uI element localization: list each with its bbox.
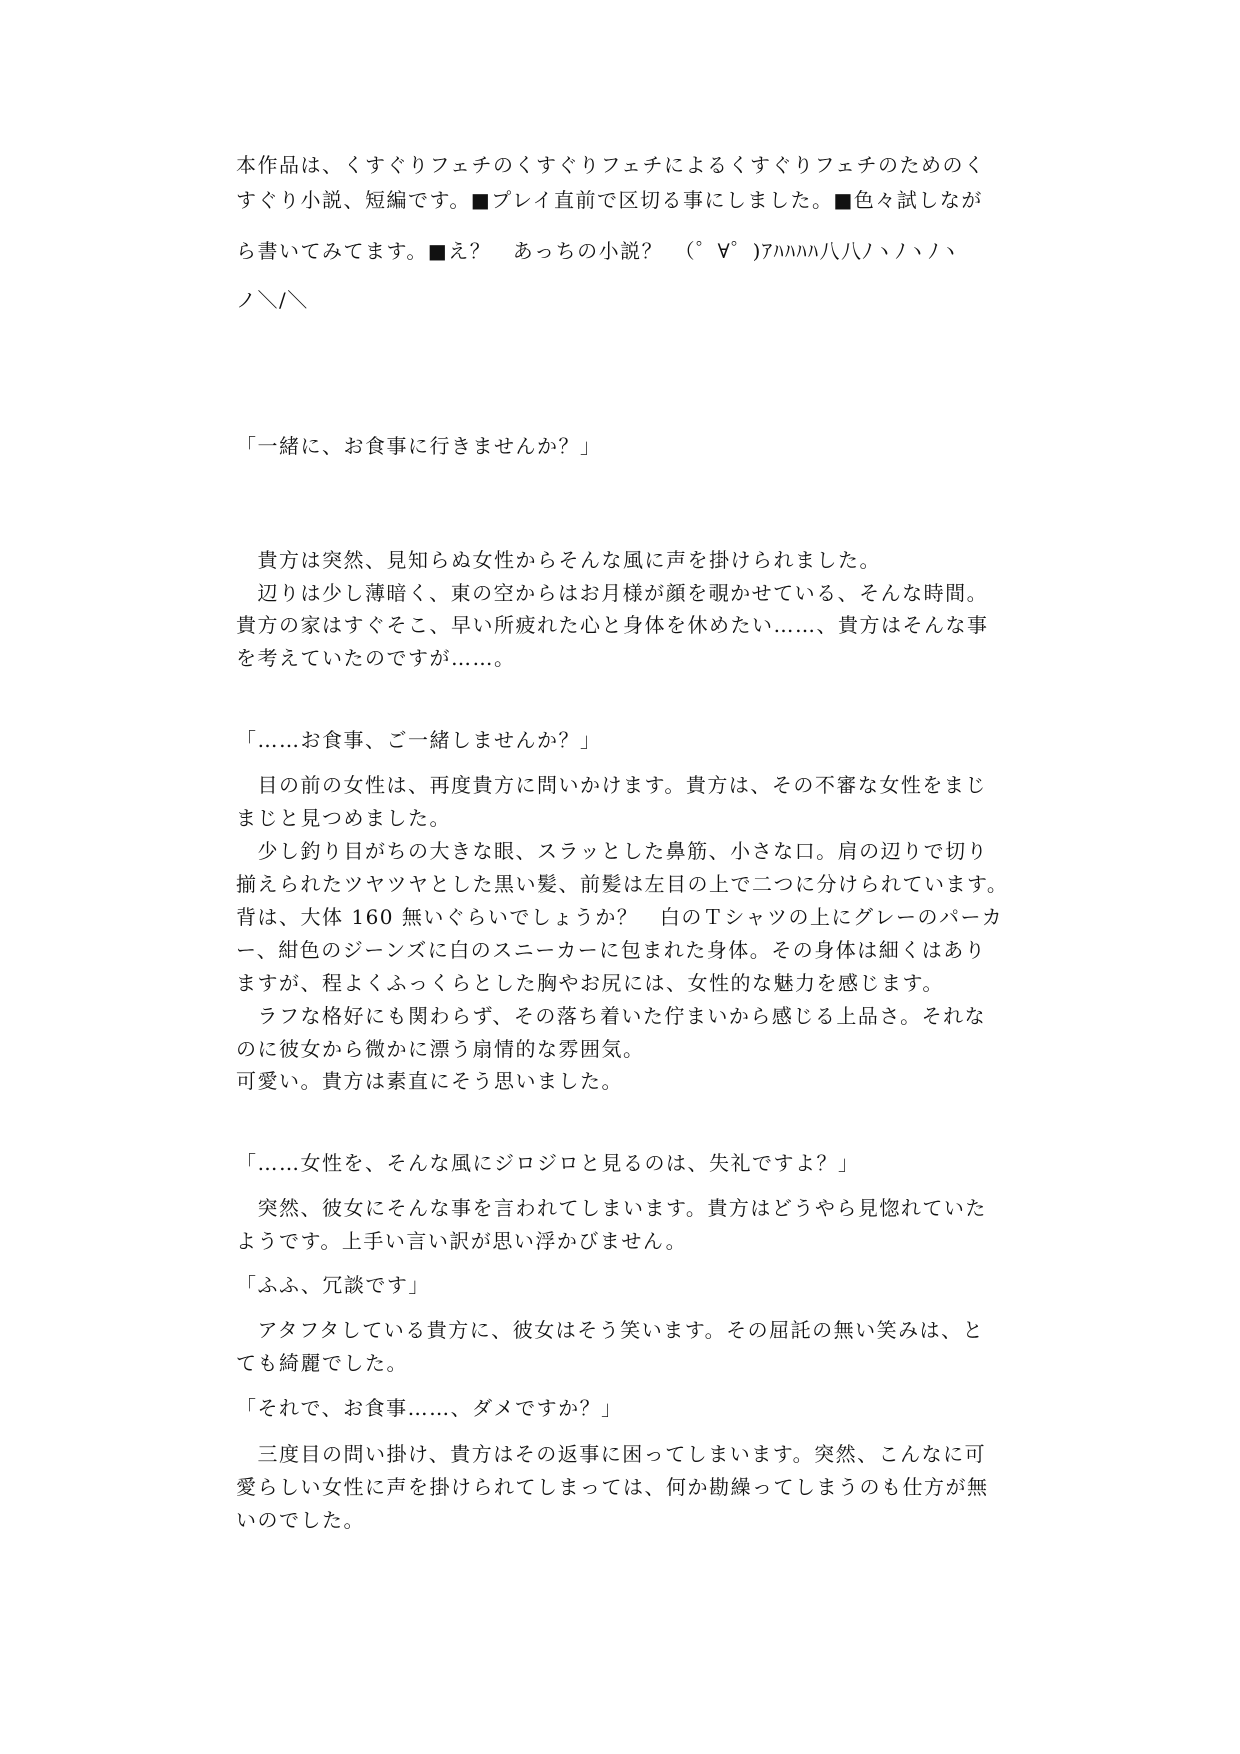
dialogue-line: 「ふふ、冗談です」 [236,1273,430,1297]
text-line: のに彼女から微かに漂う扇情的な雰囲気。 [236,1037,645,1061]
text-line: 背は、大体 160 無いぐらいでしょうか？ 白のＴシャツの上にグレーのパーカ [236,905,1004,929]
text-line: ても綺麗でした。 [236,1351,408,1375]
text-line: 愛らしい女性に声を掛けられてしまっては、何か勘繰ってしまうのも仕方が無 [236,1475,989,1499]
text-line: ら書いてみてます。■え？ あっちの小説？ （゜∀゜)ｱﾊﾊﾊﾊ八八ﾉヽﾉヽﾉヽ [236,239,962,263]
text-line: を考えていたのですが……。 [236,646,516,670]
text-line: ノ＼/＼ [236,288,309,312]
text-line: 突然、彼女にそんな事を言われてしまいます。貴方はどうやら見惚れていた [236,1196,987,1220]
text-line: 貴方の家はすぐそこ、早い所疲れた心と身体を休めたい……、貴方はそんな事 [236,613,989,637]
dialogue-line: 「……お食事、ご一緒しませんか？」 [236,728,602,752]
text-line: 貴方は突然、見知らぬ女性からそんな風に声を掛けられました。 [236,548,881,572]
text-line: アタフタしている貴方に、彼女はそう笑います。その屈託の無い笑みは、と [236,1318,985,1342]
text-line: まじと見つめました。 [236,806,451,830]
text-line: いのでした。 [236,1508,365,1532]
text-line: 三度目の問い掛け、貴方はその返事に困ってしまいます。突然、こんなに可 [236,1442,987,1466]
text-line: ますが、程よくふっくらとした胸やお尻には、女性的な魅力を感じます。 [236,971,944,995]
text-line: 本作品は、くすぐりフェチのくすぐりフェチによるくすぐりフェチのためのく [236,153,986,177]
text-line: ラフな格好にも関わらず、その落ち着いた佇まいから感じる上品さ。それな [236,1004,987,1028]
text-line: ー、紺色のジーンズに白のスニーカーに包まれた身体。その身体は細くはあり [236,938,987,962]
dialogue-line: 「一緒に、お食事に行きませんか？」 [236,434,602,458]
text-line: 可愛い。貴方は素直にそう思いました。 [236,1069,623,1093]
dialogue-line: 「それで、お食事……、ダメですか？」 [236,1396,623,1420]
text-line: 少し釣り目がちの大きな眼、スラッとした鼻筋、小さな口。肩の辺りで切り [236,839,989,863]
text-line: 目の前の女性は、再度貴方に問いかけます。貴方は、その不審な女性をまじ [236,773,987,797]
text-line: 揃えられたツヤツヤとした黒い髪、前髪は左目の上で二つに分けられています。 [236,872,1009,896]
text-line: ようです。上手い言い訳が思い浮かびません。 [236,1229,688,1253]
text-line: 辺りは少し薄暗く、東の空からはお月様が顔を覗かせている、そんな時間。 [236,581,989,605]
text-line: すぐり小説、短編です。■プレイ直前で区切る事にしました。■色々試しなが [236,188,983,212]
dialogue-line: 「……女性を、そんな風にジロジロと見るのは、失礼ですよ？」 [236,1151,860,1175]
